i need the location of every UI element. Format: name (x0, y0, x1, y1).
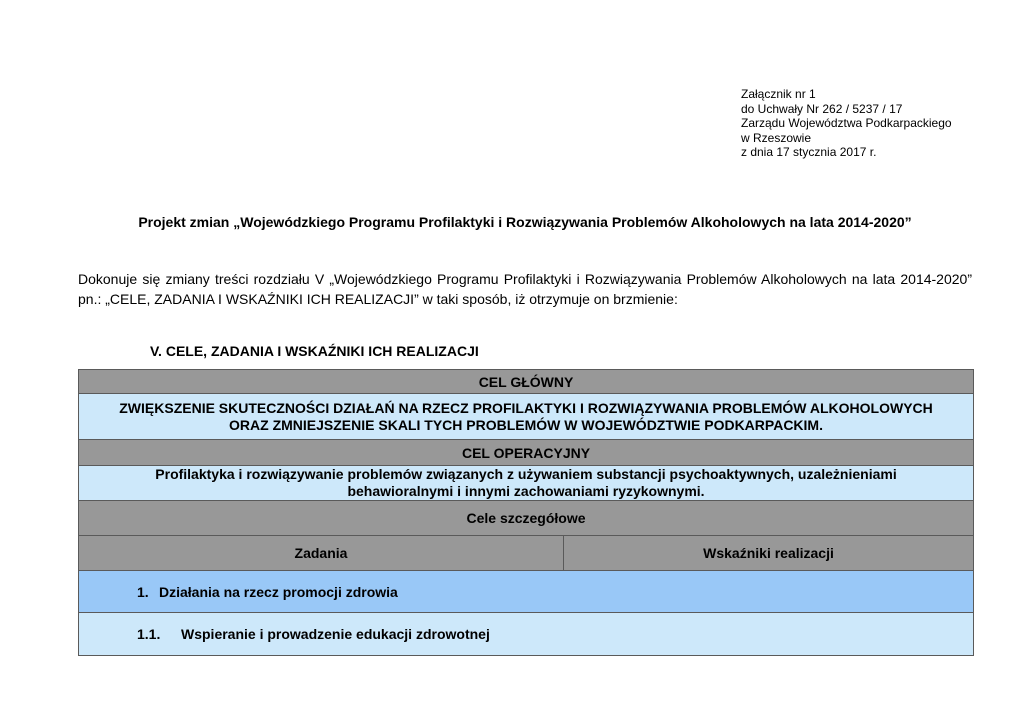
task-row-1 (79, 571, 974, 613)
task-label: Wspieranie i prowadzenie edukacji zdrowotnej (181, 626, 490, 642)
task-number: 1.1. (137, 626, 161, 642)
specific-goals-header: Cele szczegółowe (79, 501, 974, 536)
annex-line: Załącznik nr 1 (741, 87, 816, 101)
intro-paragraph: Dokonuje się zmiany treści rozdziału V „Wojewódzkiego Programu Profilaktyki i Rozwiązywania Problemów Alkoholowych na lata 2014-2020” pn.: „CELE, ZADANIA I WSKAŹNIKI ICH REALIZACJI” w taki sposób, iż otrzymuje on brzmienie: (78, 271, 972, 307)
section-heading: V. CELE, ZADANIA I WSKAŹNIKI ICH REALIZACJI (150, 343, 479, 359)
document-title: Projekt zmian „Wojewódzkiego Programu Profilaktyki i Rozwiązywania Problemów Alkoholowych na lata 2014-2020” (138, 214, 912, 230)
annex-block (741, 87, 952, 160)
operational-goal-header: CEL OPERACYJNY (79, 440, 974, 466)
tasks-column-header: Zadania (79, 536, 564, 571)
operational-goal-line: behawioralnymi i innymi zachowaniami ryzykownymi. (347, 483, 705, 499)
goals-table (78, 369, 974, 656)
main-goal-line: ZWIĘKSZENIE SKUTECZNOŚCI DZIAŁAŃ NA RZECZ PROFILAKTYKI I ROZWIĄZYWANIA PROBLEMÓW ALKOHOLOWYCH (119, 399, 933, 416)
annex-line: do Uchwały Nr 262 / 5237 / 17 (741, 101, 903, 116)
annex-line: z dnia 17 stycznia 2017 r. (741, 145, 877, 160)
main-goal-line: ORAZ ZMNIEJSZENIE SKALI TYCH PROBLEMÓW W WOJEWÓDZTWIE PODKARPACKIM. (229, 416, 823, 433)
task-number: 1. (137, 583, 149, 600)
main-goal-header: CEL GŁÓWNY (79, 370, 974, 394)
operational-goal-line: Profilaktyka i rozwiązywanie problemów związanych z używaniem substancji psychoaktywnych, uzależnieniami (155, 466, 897, 482)
annex-line: w Rzeszowie (741, 130, 812, 145)
task-row-1-1 (79, 613, 974, 656)
indicators-column-header: Wskaźniki realizacji (564, 536, 974, 571)
annex-line: Zarządu Województwa Podkarpackiego (741, 116, 952, 131)
main-goal-text (79, 394, 974, 440)
operational-goal-text (79, 466, 974, 501)
task-label: Działania na rzecz promocji zdrowia (159, 583, 398, 600)
